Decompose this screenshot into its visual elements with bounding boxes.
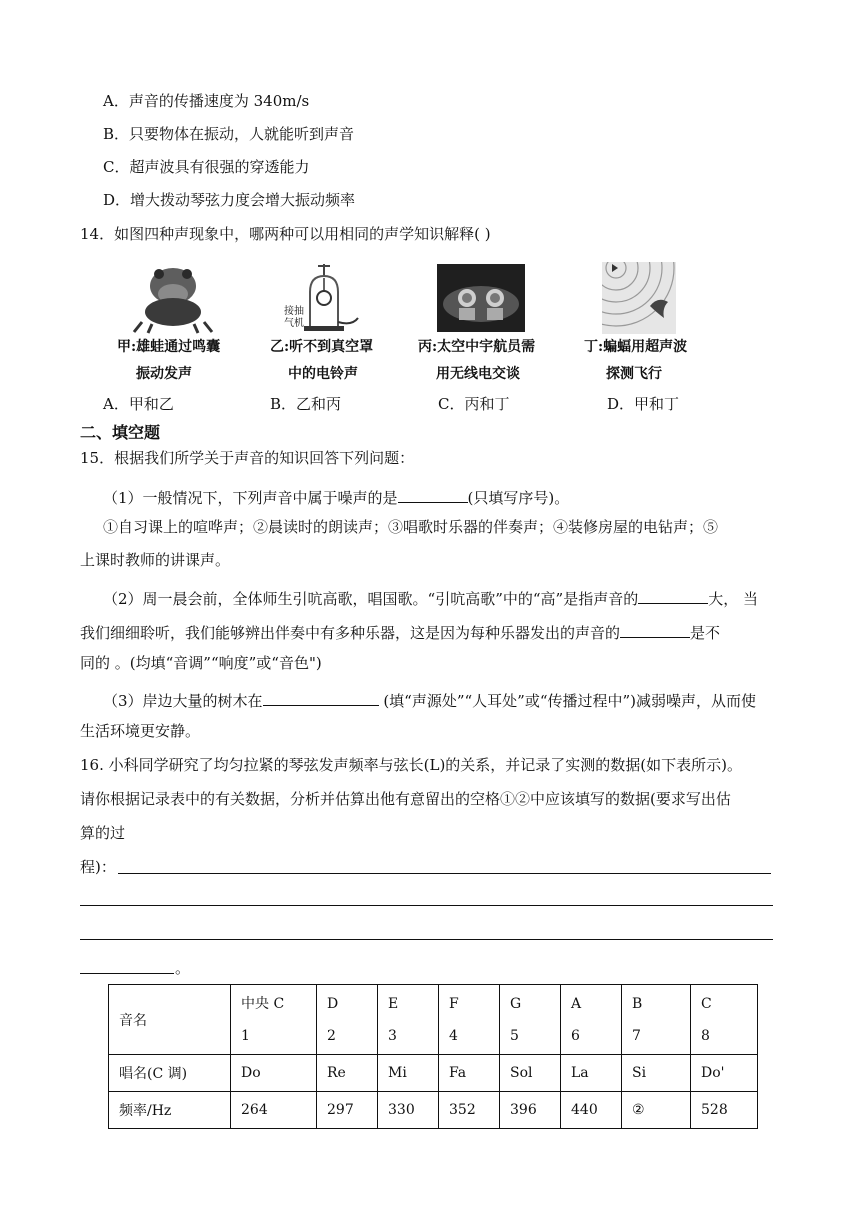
- frequency-cell: 352: [439, 1092, 500, 1129]
- q15-part2-line2: [80, 622, 720, 641]
- q14-option-b: B．乙和丙: [270, 395, 342, 413]
- q16-answer-line-1[interactable]: [118, 873, 771, 874]
- solfege-cell: Si: [622, 1055, 691, 1092]
- solfege-cell: Do: [231, 1055, 317, 1092]
- figure-ding-caption-2: 探测飞行: [606, 366, 662, 382]
- figure-ding-caption-1: 丁:蝙蝠用超声波: [584, 339, 688, 355]
- q15-part1-blank[interactable]: [398, 487, 468, 503]
- q15-part2-blank-1[interactable]: [638, 588, 708, 604]
- frequency-cell: 297: [317, 1092, 378, 1129]
- solfege-cell: Mi: [378, 1055, 439, 1092]
- q15-part1-list-cont: 上课时教师的讲课声。: [80, 551, 231, 569]
- bat-icon: [602, 262, 676, 334]
- q13-option-b: B．只要物体在振动，人就能听到声音: [103, 125, 355, 143]
- q16-line-2: 请你根据记录表中的有关数据，分析并估算出他有意留出的空格①②中应该填写的数据(要求写出估: [80, 790, 731, 808]
- svg-text:接抽: 接抽: [284, 306, 304, 317]
- q15-part3-blank[interactable]: [263, 690, 379, 706]
- q16-tail: 。: [175, 959, 191, 977]
- frequency-cell: 440: [561, 1092, 622, 1129]
- frequency-table: [108, 984, 758, 1129]
- q15-part1-list: ①自习课上的喧哗声；②晨读时的朗读声；③唱歌时乐器的伴奏声；④装修房屋的电钻声；⑤: [103, 518, 719, 536]
- note-name-cell: C 8: [691, 985, 758, 1055]
- solfege-cell: Fa: [439, 1055, 500, 1092]
- solfege-cell: Sol: [500, 1055, 561, 1092]
- q15-part2: [103, 588, 758, 607]
- q13-option-a: A．声音的传播速度为 340m/s: [103, 92, 310, 110]
- solfege-cell: Re: [317, 1055, 378, 1092]
- note-name-cell: A 6: [561, 985, 622, 1055]
- note-name-cell: E 3: [378, 985, 439, 1055]
- figure-yi-caption-2: 中的电铃声: [288, 366, 358, 382]
- bell-jar-icon: [282, 262, 372, 334]
- q15-part3: [103, 690, 756, 709]
- section-title: 二、填空题: [80, 423, 161, 442]
- frequency-cell: 396: [500, 1092, 561, 1129]
- q16-line-1: 16. 小科同学研究了均匀拉紧的琴弦发声频率与弦长(L)的关系，并记录了实测的数据(如下表所示)。: [80, 756, 742, 774]
- q15-part2-text: （2）周一晨会前，全体师生引吭高歌，唱国歌。“引吭高歌”中的“高”是指声音的: [103, 590, 639, 608]
- note-name-cell: B 7: [622, 985, 691, 1055]
- q14-option-c: C．丙和丁: [438, 395, 510, 413]
- q15-part1-suffix: (只填写序号)。: [467, 489, 570, 507]
- table-row-frequency: [109, 1092, 758, 1129]
- q16-answer-line-4[interactable]: [80, 973, 174, 974]
- q15-part3-line2: 生活环境更安静。: [80, 722, 201, 740]
- row-header-note-name: 音名: [109, 985, 231, 1055]
- q14-option-d: D．甲和丁: [607, 395, 680, 413]
- q16-line-4: 程)：: [80, 858, 116, 876]
- frequency-cell: 264: [231, 1092, 317, 1129]
- q13-option-d: D．增大拨动琴弦力度会增大振动频率: [103, 191, 356, 209]
- q13-option-c: C．超声波具有很强的穿透能力: [103, 158, 310, 176]
- q15-part1: [103, 487, 569, 506]
- figure-yi-caption-1: 乙:听不到真空罩: [270, 339, 374, 355]
- table-row-solfege: [109, 1055, 758, 1092]
- q16-answer-line-3[interactable]: [80, 939, 773, 940]
- figure-jia-caption-1: 甲:雄蛙通过鸣囊: [117, 339, 221, 355]
- q15-part2-line3: 同的 。(均填“音调”“响度”或“音色"): [80, 654, 322, 672]
- note-name-cell: D 2: [317, 985, 378, 1055]
- frequency-cell: 330: [378, 1092, 439, 1129]
- row-header-frequency: 频率/Hz: [109, 1092, 231, 1129]
- frog-icon: [128, 262, 218, 334]
- note-name-cell: 中央 C 1: [231, 985, 317, 1055]
- q16-line-3: 算的过: [80, 824, 126, 842]
- note-name-cell: F 4: [439, 985, 500, 1055]
- q15-part3-suffix: (填“声源处”“人耳处”或“传播过程中”)减弱噪声，从而使: [378, 692, 757, 710]
- frequency-cell: 528: [691, 1092, 758, 1129]
- figure-bing-caption-1: 丙:太空中宇航员需: [418, 339, 536, 355]
- table-row-note-name: [109, 985, 758, 1055]
- solfege-cell: La: [561, 1055, 622, 1092]
- svg-text:气机: 气机: [284, 318, 304, 329]
- q14-option-a: A．甲和乙: [103, 395, 174, 413]
- q15-part2-suffix: 大， 当: [708, 590, 759, 608]
- q15-part1-text: （1）一般情况下，下列声音中属于噪声的是: [103, 489, 398, 507]
- q14-stem: 14．如图四种声现象中，哪两种可以用相同的声学知识解释( ): [80, 225, 491, 243]
- q15-stem: 15．根据我们所学关于声音的知识回答下列问题：: [80, 449, 415, 467]
- astronauts-icon: [437, 264, 525, 332]
- q15-part2-blank-2[interactable]: [620, 622, 690, 638]
- q16-answer-line-2[interactable]: [80, 905, 773, 906]
- q15-part2-suffix-2: 是不: [690, 624, 721, 642]
- figure-bing-caption-2: 用无线电交谈: [436, 366, 520, 382]
- figure-jia-caption-2: 振动发声: [136, 366, 192, 382]
- q15-part2-text-2: 我们细细聆听，我们能够辨出伴奏中有多种乐器，这是因为每种乐器发出的声音的: [80, 624, 621, 642]
- frequency-cell[interactable]: ②: [622, 1092, 691, 1129]
- note-name-cell: G 5: [500, 985, 561, 1055]
- row-header-solfege: 唱名(C 调): [109, 1055, 231, 1092]
- q15-part3-text: （3）岸边大量的树木在: [103, 692, 263, 710]
- solfege-cell: Do': [691, 1055, 758, 1092]
